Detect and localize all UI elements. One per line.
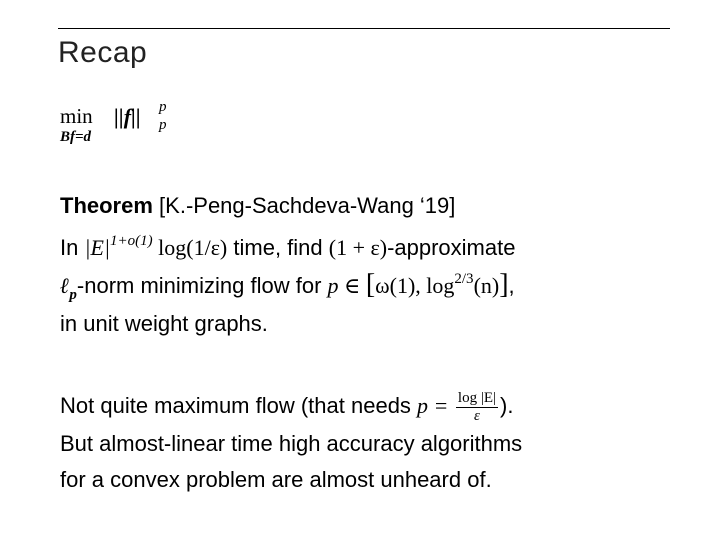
range-open: [ — [365, 269, 376, 300]
fraction-denominator: ε — [473, 407, 480, 424]
theorem-line-4: in unit weight graphs. — [60, 311, 268, 336]
edge-exponent: 1+o(1) — [110, 233, 153, 249]
line3-text: -norm minimizing flow for — [76, 273, 328, 298]
theorem-citation: [K.-Peng-Sachdeva-Wang ‘19] — [159, 193, 456, 218]
range-exponent: 2/3 — [454, 271, 474, 287]
title-rule — [58, 28, 670, 29]
remark-line-2: But almost-linear time high accuracy algorithms — [60, 431, 523, 456]
remark-line-3: for a convex problem are almost unheard of. — [60, 467, 492, 492]
remark-suffix: ). — [500, 392, 514, 418]
ell-symbol: ℓ — [60, 273, 70, 298]
range-close: ] — [499, 269, 509, 300]
constraint-subscript: Bf=d — [60, 129, 92, 145]
remark-prefix: Not quite maximum flow (that needs — [60, 392, 418, 418]
slide-title: Recap — [58, 36, 148, 69]
range-n: (n) — [473, 273, 500, 298]
fraction-numerator: log |E| — [457, 390, 496, 406]
theorem-line-2 — [60, 232, 515, 261]
norm-expression: ||f|| — [114, 104, 141, 129]
approx-factor: (1 + ε) — [328, 235, 388, 260]
range-comma: , — [508, 273, 515, 298]
min-operator: min — [60, 104, 93, 128]
edge-count: |E| — [84, 235, 111, 260]
norm-subscript: p — [159, 117, 167, 133]
p-equals: p = — [417, 392, 454, 418]
range-omega: ω(1), log — [375, 273, 455, 298]
line2-suffix: -approximate — [387, 235, 516, 260]
theorem-label: Theorem — [60, 193, 153, 218]
log-term: log(1/ε) — [152, 235, 228, 260]
remark-line-1 — [60, 390, 513, 424]
norm-superscript: p — [159, 99, 167, 115]
line2-middle: time, find — [227, 235, 329, 260]
theorem-line-3 — [60, 270, 515, 304]
ell-subscript: p — [69, 287, 77, 303]
line2-prefix: In — [60, 235, 85, 260]
theorem-heading — [60, 193, 455, 219]
p-in: p ∈ — [327, 273, 366, 298]
log-fraction — [456, 390, 498, 424]
